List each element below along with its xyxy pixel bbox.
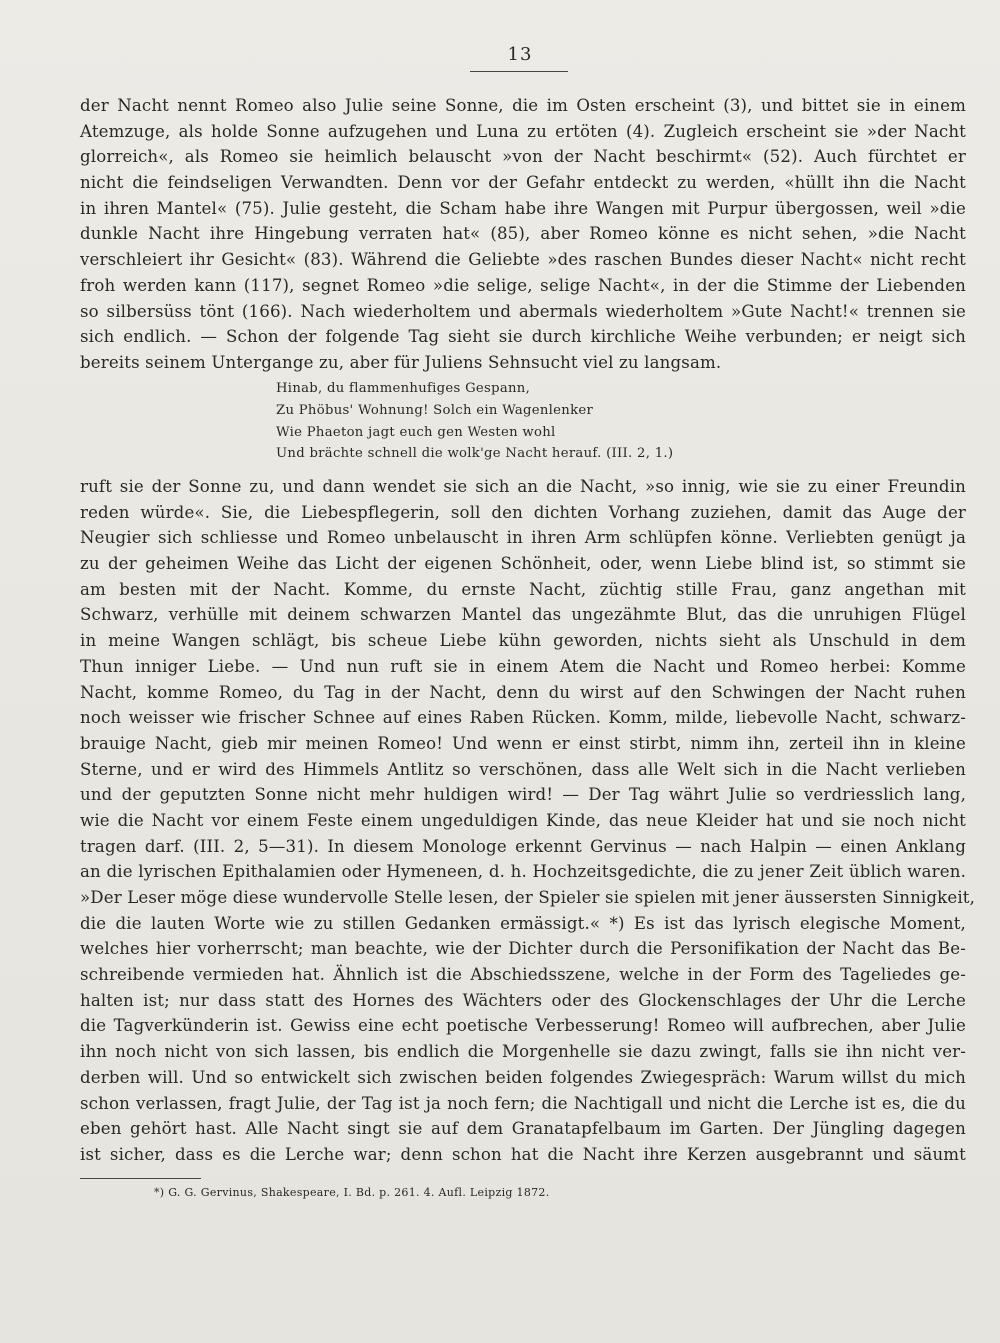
paragraph2-line: die die lauten Worte wie zu stillen Gedanken ermässigt.« *) Es ist das lyrisch elegische Moment, [80, 913, 966, 933]
paragraph2-line: Sterne, und er wird des Himmels Antlitz so verschönen, dass alle Welt sich in die Nacht verlieben [80, 759, 966, 779]
paragraph2-line: zu der geheimen Weihe das Licht der eigenen Schönheit, oder, wenn Liebe blind ist, so stimmt sie [80, 554, 966, 574]
paragraph2-line: an die lyrischen Epithalamien oder Hymeneen, d. h. Hochzeitsgedichte, die zu jener Zeit üblich waren. [80, 862, 966, 882]
paragraph1-line: so silbersüss tönt (166). Nach wiederholtem und abermals wiederholtem »Gute Nacht!« trennen sie [80, 301, 966, 321]
paragraph2-line: noch weisser wie frischer Schnee auf eines Raben Rücken. Komm, milde, liebevolle Nacht, schwarz- [80, 708, 966, 728]
verse-line: Und brächte schnell die wolk'ge Nacht herauf. (III. 2, 1.) [276, 446, 674, 462]
paragraph2-line: Nacht, komme Romeo, du Tag in der Nacht, denn du wirst auf den Schwingen der Nacht ruhen [80, 682, 966, 702]
paragraph2-line: am besten mit der Nacht. Komme, du ernste Nacht, züchtig stille Frau, ganz angethan mit [80, 579, 966, 599]
paragraph1-line: glorreich«, als Romeo sie heimlich belauscht »von der Nacht beschirmt« (52). Auch fürchtet er [80, 147, 966, 167]
paragraph2-line: Thun inniger Liebe. — Und nun ruft sie in einem Atem die Nacht und Romeo herbei: Komme [80, 656, 966, 676]
paragraph2-line: eben gehört hast. Alle Nacht singt sie auf dem Granatapfelbaum im Garten. Der Jüngling dagegen [80, 1119, 966, 1139]
paragraph2-line: schon verlassen, fragt Julie, der Tag ist ja noch fern; die Nachtigall und nicht die Lerche ist es, die du [80, 1093, 966, 1113]
paragraph2-line: ruft sie der Sonne zu, und dann wendet sie sich an die Nacht, »so innig, wie sie zu einer Freundin [80, 477, 966, 496]
paragraph1-line: in ihren Mantel« (75). Julie gesteht, die Scham habe ihre Wangen mit Purpur übergossen, weil »die [80, 198, 966, 218]
paragraph2-line: die Tagverkünderin ist. Gewiss eine echt poetische Verbesserung! Romeo will aufbrechen, aber Julie [80, 1016, 966, 1036]
paragraph2-line: wie die Nacht vor einem Feste einem ungeduldigen Kinde, das neue Kleider hat und sie noch nicht [80, 810, 966, 830]
paragraph1-line: der Nacht nennt Romeo also Julie seine Sonne, die im Osten erscheint (3), und bittet sie in einem [80, 96, 966, 115]
paragraph2-line: ist sicher, dass es die Lerche war; denn schon hat die Nacht ihre Kerzen ausgebrannt und säumt [80, 1144, 966, 1164]
paragraph2-line: schreibende vermieden hat. Ähnlich ist die Abschiedsszene, welche in der Form des Tageliedes ge- [80, 965, 966, 985]
paragraph-2 [80, 474, 976, 1168]
paragraph1-line: froh werden kann (117), segnet Romeo »die selige, selige Nacht«, in der die Stimme der Liebenden [80, 275, 966, 295]
verse-line: Zu Phöbus' Wohnung! Solch ein Wagenlenker [276, 402, 594, 418]
paragraph1-line: bereits seinem Untergange zu, aber für Juliens Sehnsucht viel zu langsam. [80, 352, 722, 372]
paragraph-1 [80, 93, 966, 376]
verse-line: Hinab, du flammenhufiges Gespann, [276, 381, 531, 396]
paragraph2-line: reden würde«. Sie, die Liebespflegerin, soll den dichten Vorhang zuziehen, damit das Auge der [80, 502, 966, 522]
paragraph2-line: und der geputzten Sonne nicht mehr huldigen wird! — Der Tag währt Julie so verdriesslich lang, [80, 785, 966, 805]
paragraph2-line: derben will. Und so entwickelt sich zwischen beiden folgendes Zwiegespräch: Warum willst du mich [80, 1067, 966, 1087]
paragraph2-line: in meine Wangen schlägt, bis scheue Liebe kühn geworden, nichts sieht als Unschuld in dem [80, 631, 966, 651]
paragraph2-line: Schwarz, verhülle mit deinem schwarzen Mantel das ungezähmte Blut, das die unruhigen Flügel [80, 605, 966, 625]
paragraph2-line: Neugier sich schliesse und Romeo unbelauscht in ihren Arm schlüpfen könne. Verliebten genügt ja [80, 528, 966, 548]
page-number-rule [470, 71, 568, 72]
footnote: *) G. G. Gervinus, Shakespeare, I. Bd. p. 261. 4. Aufl. Leipzig 1872. [154, 1186, 550, 1199]
paragraph2-line: welches hier vorherrscht; man beachte, wie der Dichter durch die Personifikation der Nacht das Be- [80, 939, 966, 959]
paragraph2-line: tragen darf. (III. 2, 5—31). In diesem Monologe erkennt Gervinus — nach Halpin — einen Anklang [80, 836, 966, 856]
paragraph1-line: verschleiert ihr Gesicht« (83). Während die Geliebte »des raschen Bundes dieser Nacht« nicht recht [80, 250, 966, 270]
paragraph1-line: nicht die feindseligen Verwandten. Denn vor der Gefahr entdeckt zu werden, «hüllt ihn die Nacht [80, 173, 966, 193]
paragraph1-line: dunkle Nacht ihre Hingebung verraten hat« (85), aber Romeo könne es nicht sehen, »die Nacht [80, 224, 966, 244]
paragraph2-line: »Der Leser möge diese wundervolle Stelle lesen, der Spieler sie spielen mit jener äussersten Sinnigkeit, [80, 888, 976, 907]
paragraph1-line: sich endlich. — Schon der folgende Tag sieht sie durch kirchliche Weihe verbunden; er neigt sich [80, 327, 966, 347]
verse-line: Wie Phaeton jagt euch gen Westen wohl [276, 424, 556, 440]
paragraph2-line: ihn noch nicht von sich lassen, bis endlich die Morgenhelle sie dazu zwingt, falls sie ihn nicht ver- [80, 1042, 966, 1062]
paragraph2-line: brauige Nacht, gieb mir meinen Romeo! Und wenn er einst stirbt, nimm ihn, zerteil ihn in kleine [80, 733, 966, 753]
page-number: 13 [507, 44, 533, 65]
paragraph1-line: Atemzuge, als holde Sonne aufzugehen und Luna zu ertöten (4). Zugleich erscheint sie »der Nacht [80, 121, 966, 141]
footnote-rule [80, 1178, 201, 1179]
verse-quotation [276, 378, 673, 465]
paragraph2-line: halten ist; nur dass statt des Hornes des Wächters oder des Glockenschlages der Uhr die Lerche [80, 990, 966, 1010]
